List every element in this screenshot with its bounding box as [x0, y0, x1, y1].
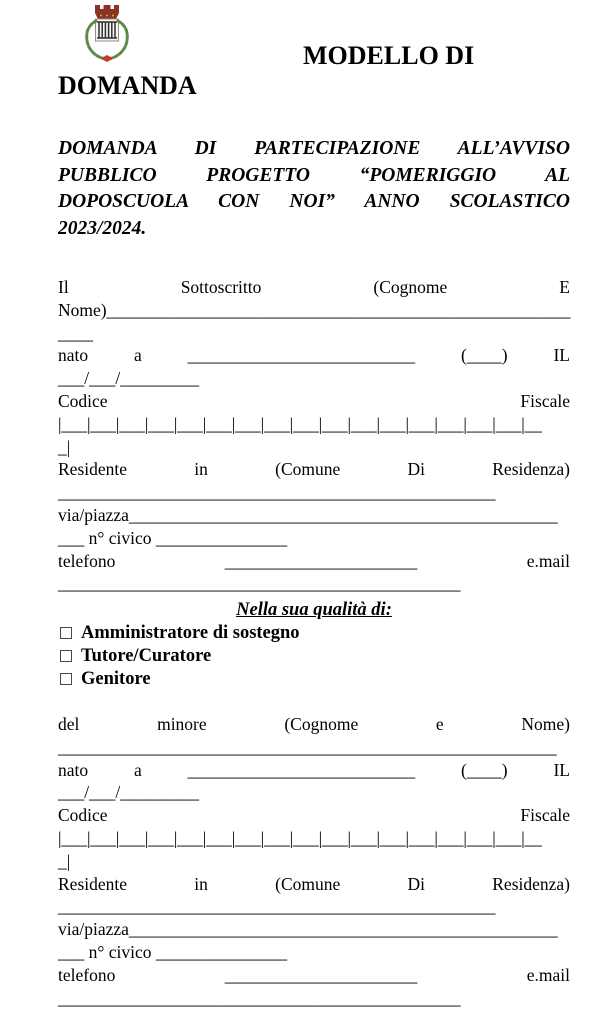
line-data-nascita-field: ___/___/_________ [58, 782, 199, 803]
option-tutore-curatore[interactable] [58, 645, 570, 668]
checkbox-icon[interactable] [60, 673, 72, 685]
option-label: Tutore/Curatore [81, 645, 212, 666]
line-del-minore: del minore (Cognome e Nome) [58, 714, 570, 734]
option-label: Genitore [81, 668, 151, 689]
intro-line: DOMANDA DI PARTECIPAZIONE ALL’AVVISO [58, 138, 570, 159]
option-amministratore[interactable] [58, 622, 570, 645]
coat-of-arms-icon [80, 3, 134, 65]
line-codice-fiscale-boxes: |___|___|___|___|___|___|___|___|___|___|___|___|___|___|___|___|__ [58, 413, 542, 434]
checkbox-icon[interactable] [60, 627, 72, 639]
ribbon-icon [101, 55, 113, 62]
line-via-piazza-field: via/piazza_________________________________________________ [58, 919, 558, 940]
minor-section [58, 713, 570, 1009]
intro-line: 2023/2024. [58, 217, 147, 239]
line-codice-fiscale-label: Codice Fiscale [58, 805, 570, 826]
line-nato-a-field: nato a __________________________ (____) IL [58, 345, 570, 366]
line-codice-fiscale-label: Codice Fiscale [58, 390, 570, 411]
intro-line: DOPOSCUOLA CON NOI” ANNO SCOLASTICO [58, 191, 570, 212]
line-cognome-nome-field: Nome)_____________________________________________________ [58, 299, 571, 320]
line-email-cont: ______________________________________________ [58, 573, 461, 594]
line-residente-field: __________________________________________________ [58, 482, 496, 503]
intro-line: PUBBLICO PROGETTO “POMERIGGIO AL [58, 164, 570, 186]
option-genitore[interactable] [58, 668, 570, 691]
qualita-section [58, 599, 570, 690]
page-title-line2: DOMANDA [58, 71, 197, 100]
line-data-nascita-field: ___/___/_________ [58, 368, 199, 389]
line-numero-civico-field: ___ n° civico _______________ [58, 527, 288, 548]
line-codice-fiscale-cont: _| [58, 850, 71, 871]
applicant-section [58, 276, 570, 595]
crown-icon [95, 5, 119, 19]
line-residente-label: Residente in (Comune Di Residenza) [58, 459, 570, 480]
line-telefono-email-field: telefono ______________________ e.mail [58, 550, 570, 571]
line-numero-civico-field: ___ n° civico _______________ [58, 941, 288, 962]
page-title-line1: MODELLO DI [303, 41, 475, 70]
line-nato-a-field: nato a __________________________ (____) IL [58, 759, 570, 780]
qualita-heading: Nella sua qualità di: [236, 600, 392, 620]
line-cognome-nome-field: _________________________________________________________ [58, 736, 557, 757]
checkbox-icon[interactable] [60, 650, 72, 662]
line-via-piazza-field: via/piazza_________________________________________________ [58, 504, 558, 525]
line-codice-fiscale-cont: _| [58, 436, 71, 457]
line-sottoscritto: Il Sottoscritto (Cognome E [58, 277, 570, 297]
line-residente-label: Residente in (Comune Di Residenza) [58, 873, 570, 894]
intro-paragraph [58, 136, 570, 242]
line-cognome-nome-cont: ____ [58, 322, 93, 343]
line-email-cont: ______________________________________________ [58, 987, 461, 1008]
line-telefono-email-field: telefono ______________________ e.mail [58, 964, 570, 985]
line-residente-field: __________________________________________________ [58, 896, 496, 917]
line-codice-fiscale-boxes: |___|___|___|___|___|___|___|___|___|___|___|___|___|___|___|___|__ [58, 827, 542, 848]
option-label: Amministratore di sostegno [81, 623, 300, 643]
